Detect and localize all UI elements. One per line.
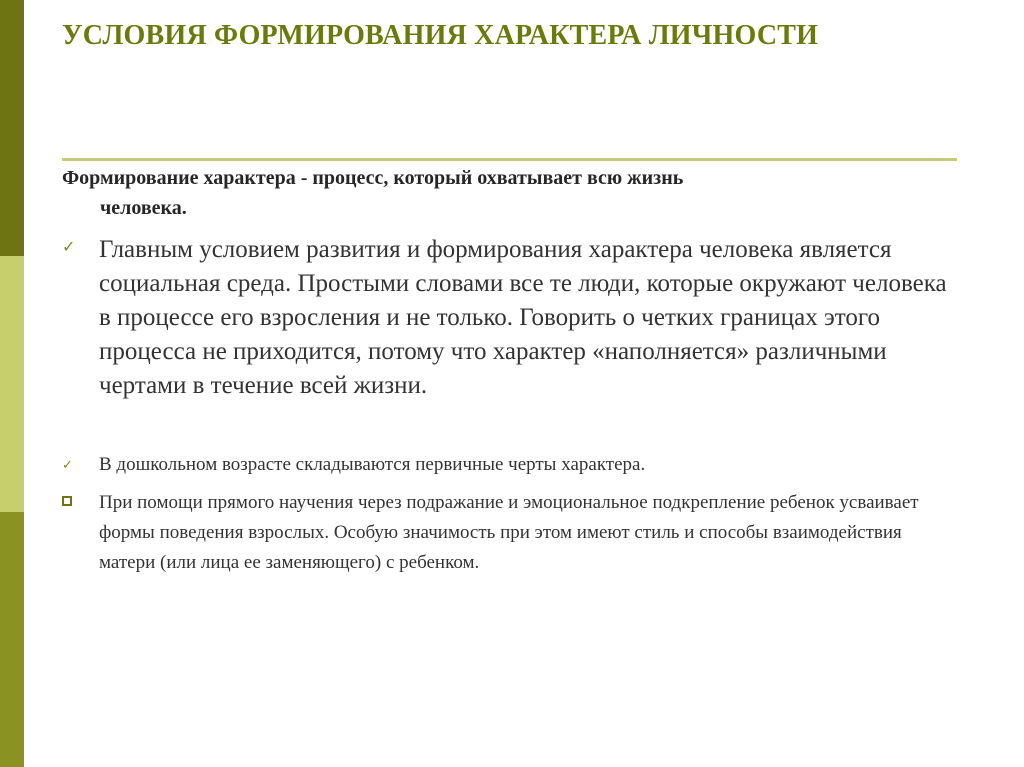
sidebar-stripe-top [0, 0, 24, 256]
sidebar-stripe-middle [0, 256, 24, 512]
bullet-item-1 [62, 233, 962, 403]
sidebar-stripe-bottom [0, 512, 24, 767]
bullet-item-3 [62, 488, 962, 578]
bullet-text-2: В дошкольном возрасте складываются первичные черты характера. [99, 454, 646, 475]
bullet-item-2 [62, 452, 962, 478]
checkmark-icon: ✓ [62, 239, 76, 256]
lead-line-1: Формирование характера - процесс, который охватывает всю жизнь [62, 167, 684, 189]
square-bullet-icon [62, 496, 72, 506]
bullet-text-1: Главным условием развития и формирования характера человека является социальная среда. Простыми словами все те люди, которые окружают человека в процессе его взросления и не только. Говорить о четких границах этого процесса не приходится, потому что характер «наполняется» различными чертами в течение всей жизни. [99, 236, 947, 399]
lead-paragraph [62, 163, 942, 223]
bullet-text-3: При помощи прямого научения через подражание и эмоциональное подкрепление ребенок усваивает формы поведения взрослых. Особую значимость при этом имеют стиль и способы взаимодействия матери (или лица ее заменяющего) с ребенком. [99, 492, 919, 573]
title-divider [62, 158, 957, 161]
lead-line-2: человека. [100, 197, 187, 219]
checkmark-icon: ✓ [62, 457, 73, 472]
slide-title: УСЛОВИЯ ФОРМИРОВАНИЯ ХАРАКТЕРА ЛИЧНОСТИ [62, 20, 819, 51]
